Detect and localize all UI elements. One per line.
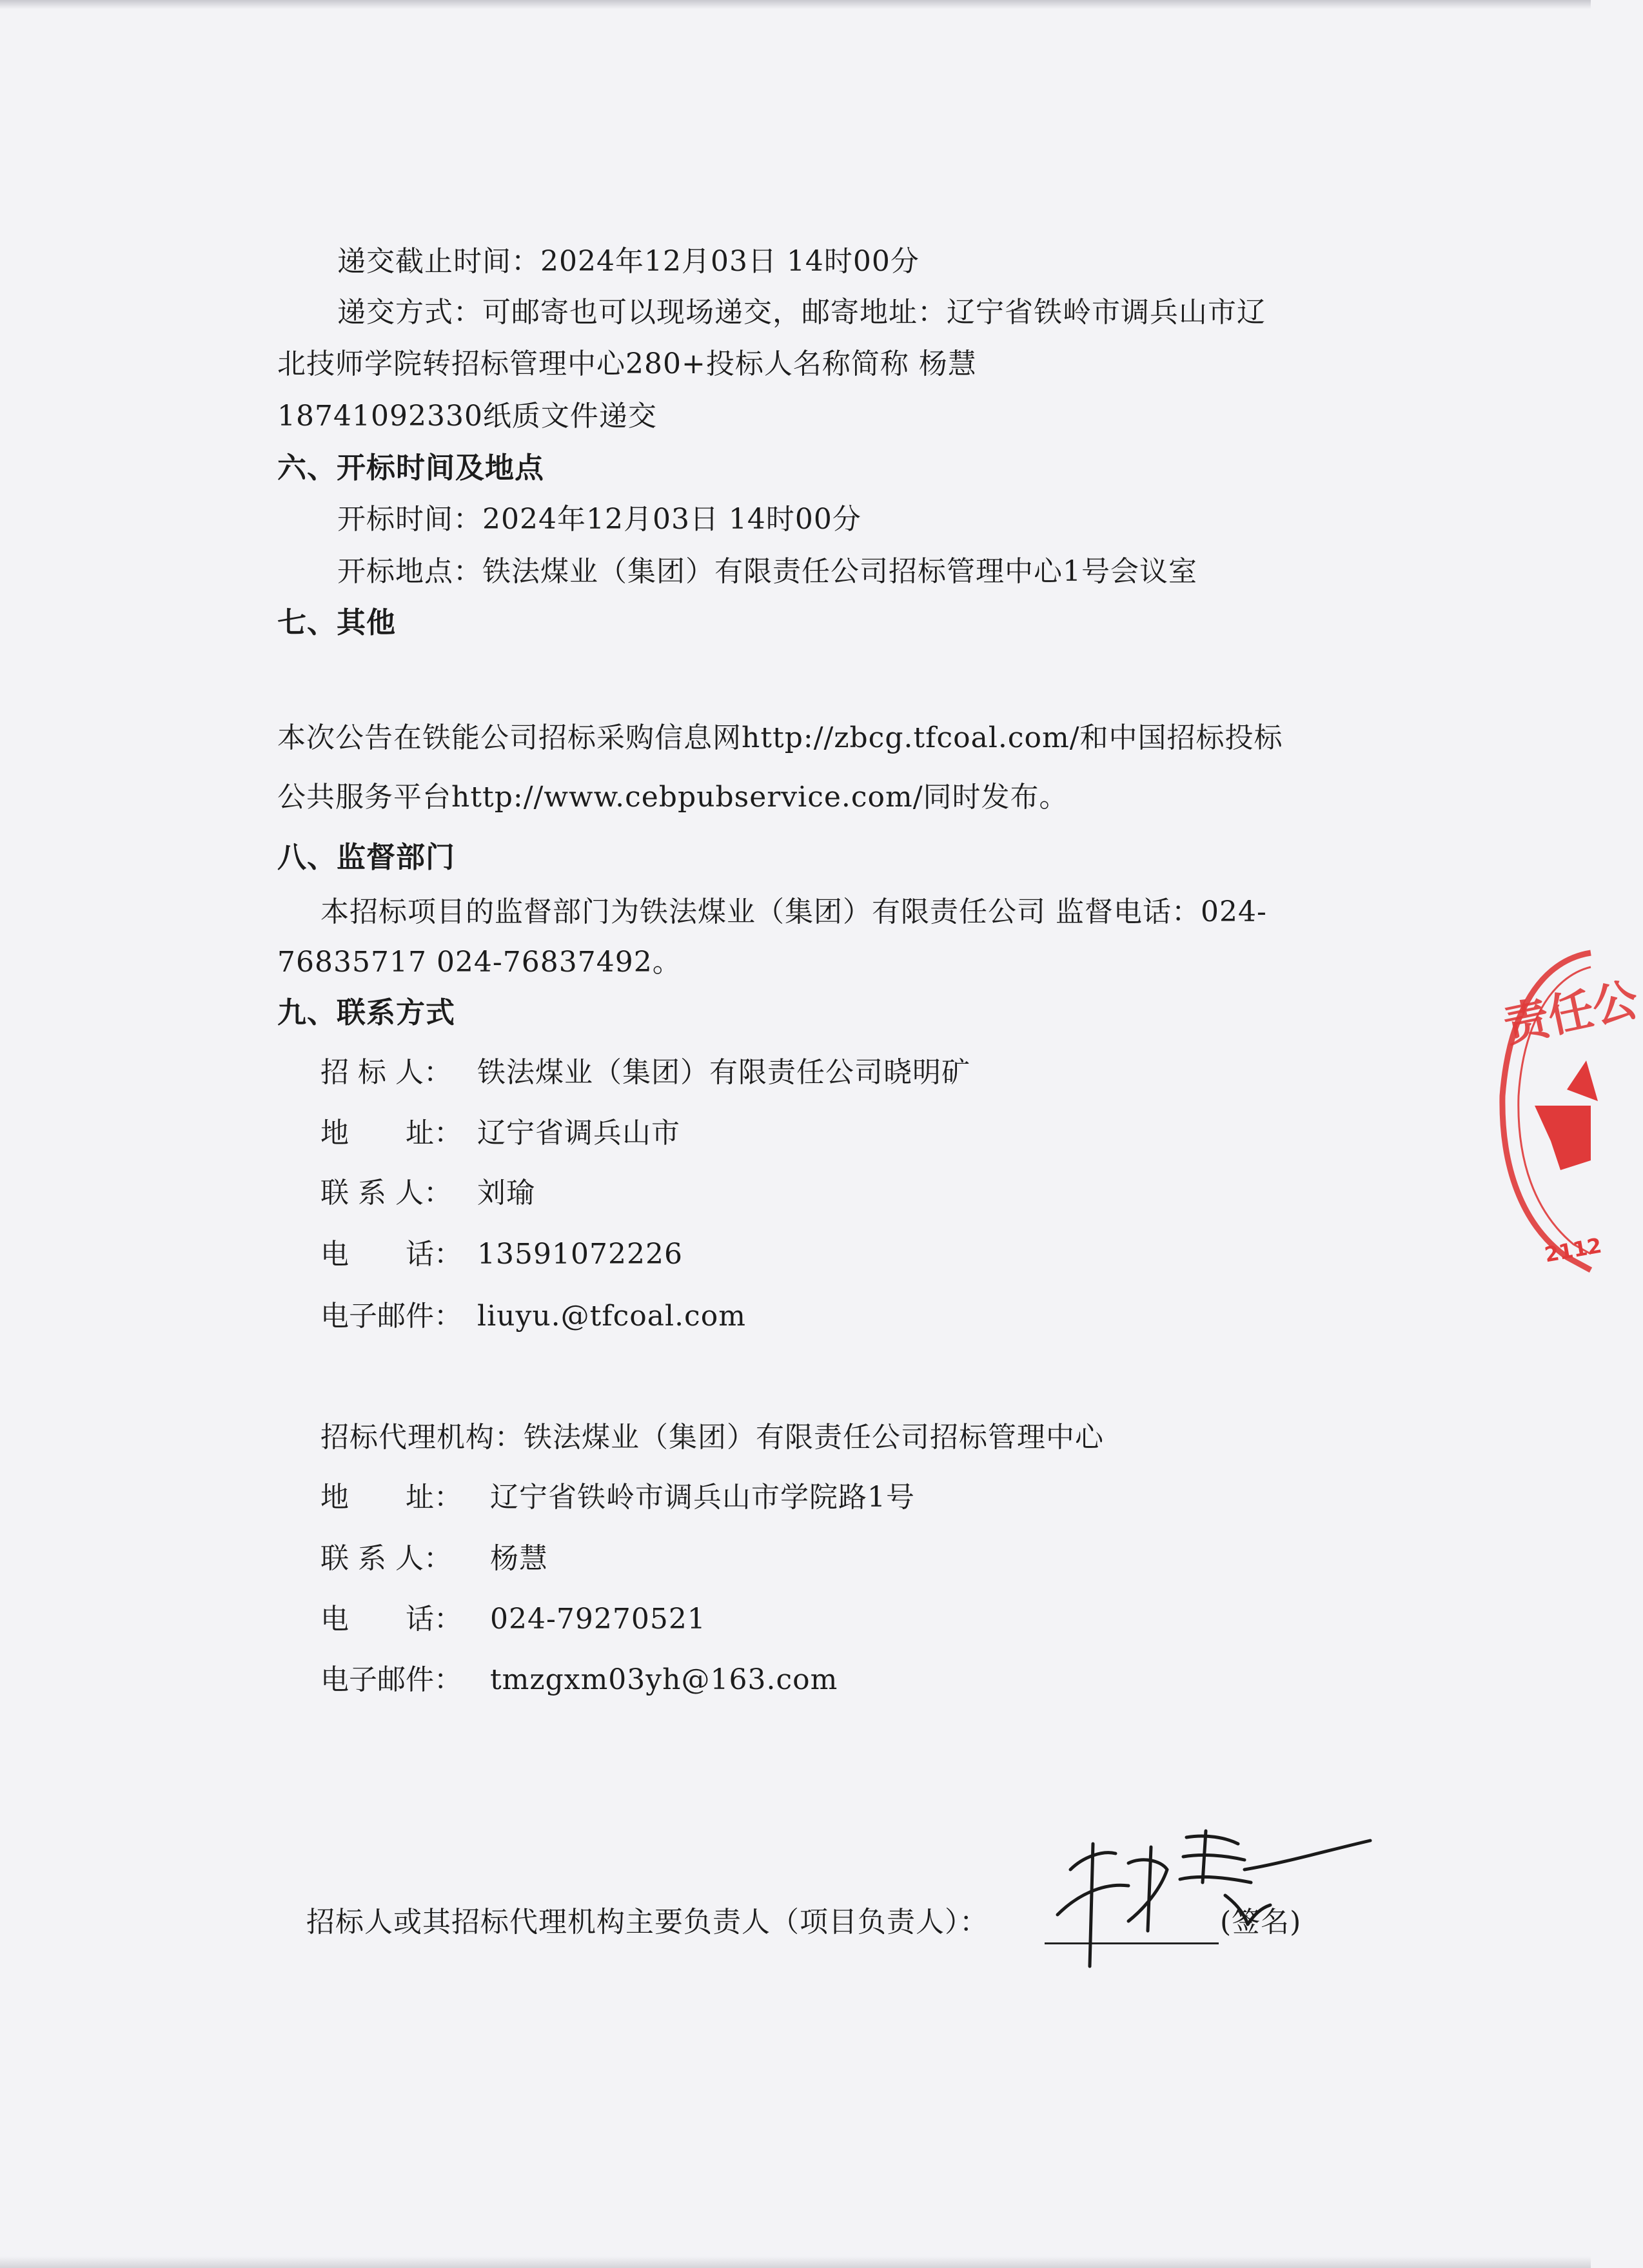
agency-line: 招标代理机构：铁法煤业（集团）有限责任公司招标管理中心 — [320, 1421, 1104, 1454]
section-8-heading: 八、监督部门 — [277, 840, 456, 874]
section-9-heading: 九、联系方式 — [277, 995, 456, 1030]
scan-top-edge — [0, 0, 1591, 9]
agency-address-label: 地 址： — [320, 1481, 462, 1514]
section-8-line1: 本招标项目的监督部门为铁法煤业（集团）有限责任公司 监督电话：024- — [320, 895, 1267, 928]
seal-number-fragment: 2112 — [1542, 1233, 1604, 1267]
tenderer-email-label: 电子邮件： — [320, 1300, 462, 1333]
submission-deadline: 递交截止时间：2024年12月03日 14时00分 — [337, 245, 920, 278]
section-6-heading: 六、开标时间及地点 — [277, 451, 545, 485]
bid-opening-time: 开标时间：2024年12月03日 14时00分 — [337, 503, 861, 536]
bid-opening-place: 开标地点：铁法煤业（集团）有限责任公司招标管理中心1号会议室 — [337, 555, 1197, 588]
tenderer-value: 铁法煤业（集团）有限责任公司晓明矿 — [477, 1056, 970, 1089]
scan-bottom-edge — [0, 2256, 1591, 2268]
signature-label: 招标人或其招标代理机构主要负责人（项目负责人）： — [306, 1906, 989, 1939]
agency-email-label: 电子邮件： — [320, 1663, 462, 1696]
seal-fragment-text: 责任公 — [1499, 972, 1643, 1053]
agency-email-value: tmzgxm03yh@163.com — [490, 1663, 838, 1696]
agency-phone-value: 024-79270521 — [490, 1603, 706, 1636]
agency-address-value: 辽宁省铁岭市调兵山市学院路1号 — [490, 1481, 915, 1514]
tenderer-label: 招 标 人： — [320, 1056, 452, 1089]
submission-method-line2: 北技师学院转招标管理中心280+投标人名称简称 杨慧 — [277, 347, 977, 380]
tenderer-address-label: 地 址： — [320, 1117, 462, 1149]
signature-suffix: (签名) — [1220, 1906, 1302, 1939]
tenderer-phone-label: 电 话： — [320, 1238, 462, 1271]
submission-method-line1: 递交方式：可邮寄也可以现场递交，邮寄地址：辽宁省铁岭市调兵山市辽 — [337, 296, 1266, 329]
tenderer-address-value: 辽宁省调兵山市 — [477, 1117, 680, 1149]
tenderer-email-value: liuyu.@tfcoal.com — [477, 1300, 746, 1333]
tenderer-contact-label: 联 系 人： — [320, 1177, 452, 1209]
agency-contact-value: 杨慧 — [490, 1542, 548, 1575]
submission-method-line3: 18741092330纸质文件递交 — [277, 400, 657, 433]
handwritten-signature-icon — [1032, 1818, 1380, 1973]
section-7-line2: 公共服务平台http://www.cebpubservice.com/同时发布。 — [277, 781, 1068, 814]
section-8-line2: 76835717 024-76837492。 — [277, 946, 682, 979]
agency-phone-label: 电 话： — [320, 1603, 462, 1636]
section-7-heading: 七、其他 — [277, 605, 397, 640]
tenderer-contact-value: 刘瑜 — [477, 1177, 535, 1209]
agency-contact-label: 联 系 人： — [320, 1542, 452, 1575]
section-7-line1: 本次公告在铁能公司招标采购信息网http://zbcg.tfcoal.com/和中国招标投标 — [277, 721, 1283, 754]
tenderer-phone-value: 13591072226 — [477, 1238, 683, 1271]
